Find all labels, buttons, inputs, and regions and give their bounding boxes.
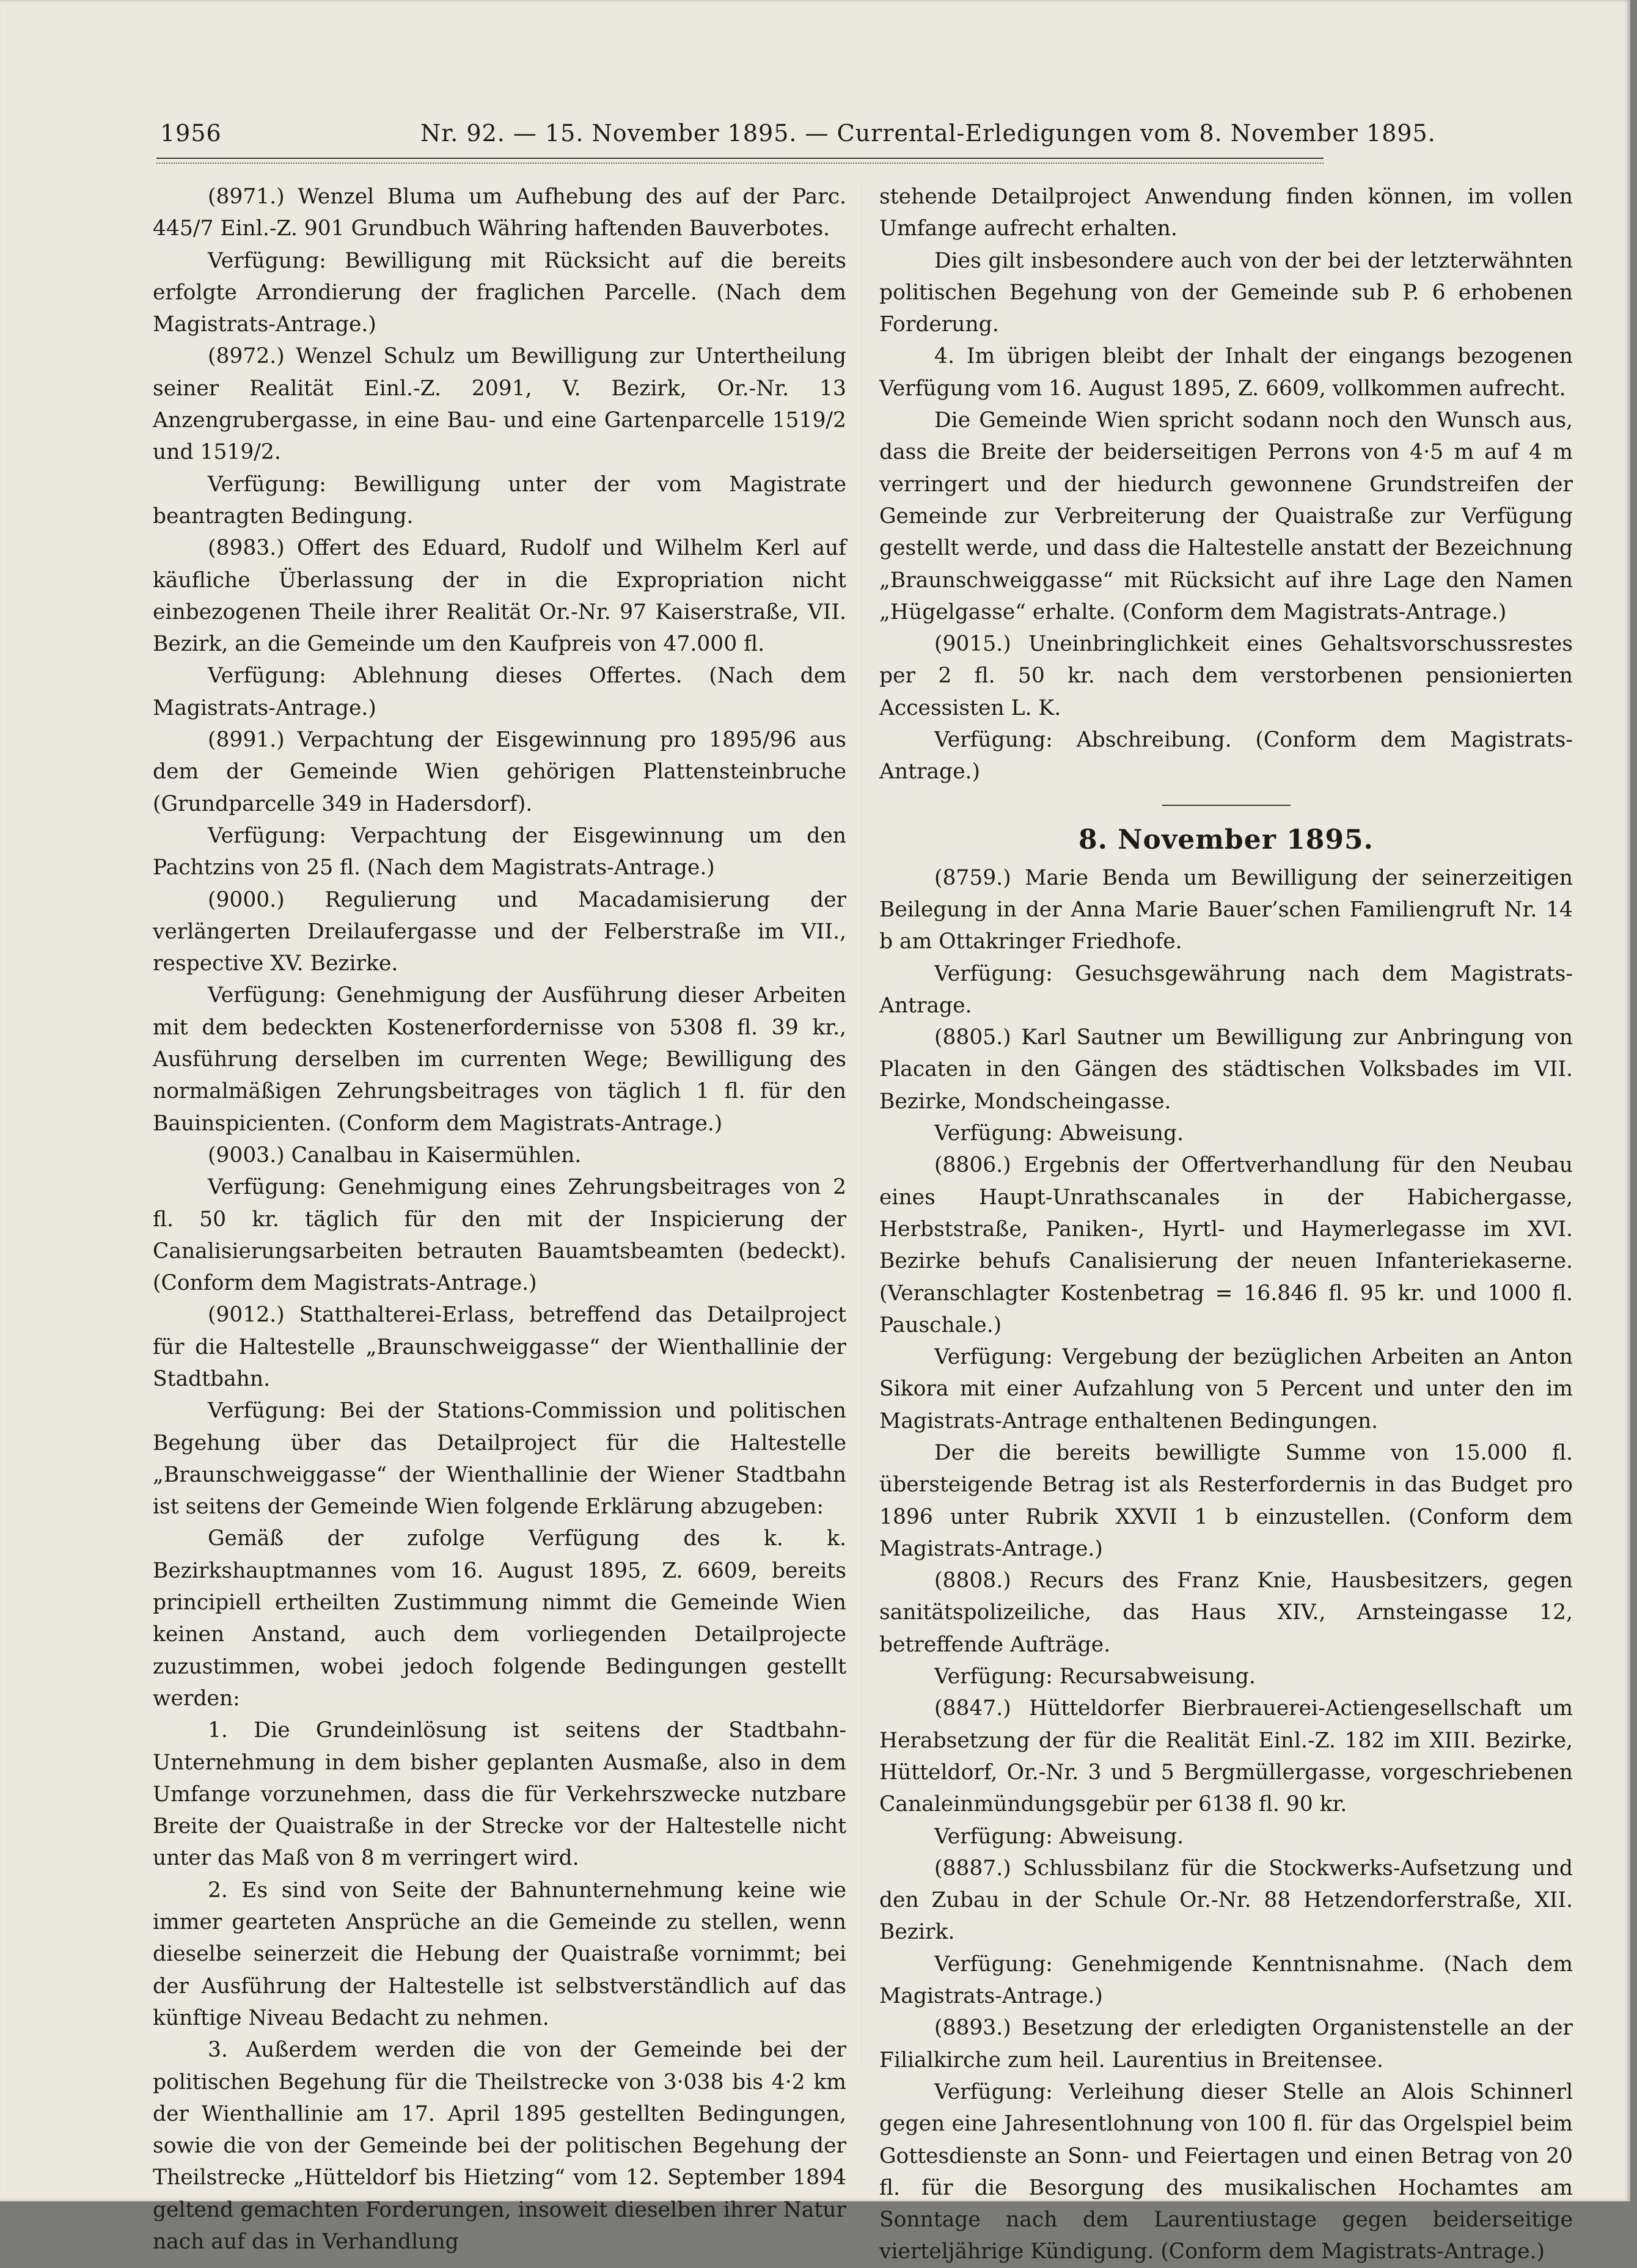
paragraph: 1. Die Grundeinlösung ist seitens der Stadtbahn-Unternehmung in dem bisher geplanten Ausmaße, also in dem Umfange vorzunehmen, dass die für Verkehrszwecke nutzbare Breite der Quaistraße in der Strecke vor der Haltestelle nicht unter das Maß von 8 m verringert wird. — [153, 1718, 846, 1871]
paragraph: Verfügung: Recursabweisung. — [934, 1664, 1256, 1689]
paragraph: Verfügung: Bewilligung unter der vom Magistrate beantragten Bedingung. — [153, 472, 846, 529]
paragraph: Verfügung: Bei der Stations-Commission und politischen Begehung über das Detailproject für die Haltestelle „Braunschweiggasse“ der Wienthallinie der Wiener Stadtbahn ist seitens der Gemeinde Wien folgende Erklärung abzugeben: — [153, 1399, 846, 1520]
section-divider — [1162, 805, 1291, 806]
paragraph: Verfügung: Ablehnung dieses Offertes. (Nach dem Magistrats-Antrage.) — [153, 664, 846, 720]
paragraph: (9003.) Canalbau in Kaisermühlen. — [208, 1143, 582, 1168]
paragraph: Verfügung: Abschreibung. (Conform dem Magistrats-Antrage.) — [879, 728, 1573, 785]
running-title: Nr. 92. — 15. November 1895. — Currental-Erledigungen vom 8. November 1895. — [420, 120, 1436, 147]
paragraph: Verfügung: Vergebung der bezüglichen Arbeiten an Anton Sikora mit einer Aufzahlung von 5 Percent und unter den im Magistrats-Antrage enthaltenen Bedingungen. — [879, 1345, 1573, 1433]
paragraph: (9015.) Uneinbringlichkeit eines Gehaltsvorschussrestes per 2 fl. 50 kr. nach dem verstorbenen pensionierten Accessisten L. K. — [879, 632, 1573, 720]
paragraph: (8887.) Schlussbilanz für die Stockwerks-Aufsetzung und den Zubau in der Schule Or.-Nr. 88 Hetzendorferstraße, XII. Bezirk. — [879, 1856, 1573, 1945]
paragraph: (8983.) Offert des Eduard, Rudolf und Wilhelm Kerl auf käufliche Überlassung der in die Expropriation nicht einbezogenen Theile ihrer Realität Or.-Nr. 97 Kaiserstraße, VII. Bezirk, an die Gemeinde um den Kaufpreis von 47.000 fl. — [153, 536, 846, 657]
paragraph: 4. Im übrigen bleibt der Inhalt der eingangs bezogenen Verfügung vom 16. August 1895, Z. 6609, vollkommen aufrecht. — [879, 344, 1573, 401]
right-column — [879, 181, 1573, 2268]
paragraph: Verfügung: Abweisung. — [934, 1824, 1184, 1849]
header-rule — [156, 158, 1324, 164]
paragraph: Verfügung: Genehmigende Kenntnisnahme. (Nach dem Magistrats-Antrage.) — [879, 1952, 1573, 2009]
date-heading: 8. November 1895. — [1079, 824, 1374, 855]
right-column-bottom — [879, 862, 1573, 2268]
paragraph: Dies gilt insbesondere auch von der bei der letzterwähnten politischen Begehung von der Gemeinde sub P. 6 erhobenen Forderung. — [879, 248, 1573, 337]
paragraph: 3. Außerdem werden die von der Gemeinde bei der politischen Begehung für die Theilstrecke von 3·038 bis 4·2 km der Wienthallinie am 17. April 1895 gestellten Bedingungen, sowie die von der Gemeinde bei der politischen Begehung der Theilstrecke „Hütteldorf bis Hietzing“ vom 12. September 1894 geltend gemachten Forderungen, insoweit dieselben ihrer Natur nach auf das in Verhandlung — [153, 2038, 846, 2254]
paragraph: (8971.) Wenzel Bluma um Aufhebung des auf der Parc. 445/7 Einl.-Z. 901 Grundbuch Währing haftenden Bauverbotes. — [153, 185, 846, 241]
paragraph: Die Gemeinde Wien spricht sodann noch den Wunsch aus, dass die Breite der beiderseitigen Perrons von 4·5 m auf 4 m verringert und der hiedurch gewonnene Grundstreifen der Gemeinde zur Verbreiterung der Quaistraße zur Verfügung gestellt werde, und dass die Haltestelle anstatt der Bezeichnung „Braunschweiggasse“ mit Rücksicht auf ihre Lage den Namen „Hügelgasse“ erhalte. (Conform dem Magistrats-Antrage.) — [879, 408, 1573, 624]
paragraph: (8893.) Besetzung der erledigten Organistenstelle an der Filialkirche zum heil. Laurentius in Breitensee. — [879, 2016, 1573, 2072]
paragraph: (8991.) Verpachtung der Eisgewinnung pro 1895/96 aus dem der Gemeinde Wien gehörigen Plattensteinbruche (Grundparcelle 349 in Hadersdorf). — [153, 728, 846, 816]
right-column-top — [879, 181, 1573, 788]
paragraph: 2. Es sind von Seite der Bahnunternehmung keine wie immer gearteten Ansprüche an die Gemeinde zu stellen, wenn dieselbe seinerzeit die Hebung der Quaistraße vornimmt; bei der Ausführung der Haltestelle ist selbstverständlich auf das künftige Niveau Bedacht zu nehmen. — [153, 1878, 846, 2030]
paragraph: Verfügung: Gesuchsgewährung nach dem Magistrats-Antrage. — [879, 961, 1573, 1018]
paragraph: (8805.) Karl Sautner um Bewilligung zur Anbringung von Placaten in den Gängen des städtischen Volksbades im VII. Bezirke, Mondscheingasse. — [879, 1025, 1573, 1114]
left-column — [153, 181, 846, 2258]
paragraph: (8759.) Marie Benda um Bewilligung der seinerzeitigen Beilegung in der Anna Marie Bauer’schen Familiengruft Nr. 14 b am Ottakringer Friedhofe. — [879, 865, 1573, 954]
page-header — [152, 115, 1436, 152]
paragraph: (8808.) Recurs des Franz Knie, Hausbesitzers, gegen sanitätspolizeiliche, das Haus XIV., Arnsteingasse 12, betreffende Aufträge. — [879, 1568, 1573, 1657]
paragraph: (9000.) Regulierung und Macadamisierung der verlängerten Dreilaufergasse und der Felberstraße im VII., respective XV. Bezirke. — [153, 887, 846, 976]
paragraph: Verfügung: Abweisung. — [934, 1121, 1184, 1146]
paragraph: Verfügung: Verleihung dieser Stelle an Alois Schinnerl gegen eine Jahresentlohnung von 100 fl. für das Orgelspiel beim Gottesdienste an Sonn- und Feiertagen und einen Betrag von 20 fl. für die Besorgung des musikalischen Hochamtes am Sonntage nach dem Laurentiustage gegen beiderseitige vierteljährige Kündigung. (Conform dem Magistrats-Antrage.) — [879, 2079, 1573, 2264]
paragraph: Verfügung: Genehmigung eines Zehrungsbeitrages von 2 fl. 50 kr. täglich für den mit der Inspicierung der Canalisierungsarbeiten betrauten Bauamtsbeamten (bedeckt). (Conform dem Magistrats-Antrage.) — [153, 1175, 846, 1296]
page-number: 1956 — [160, 120, 222, 147]
paragraph: Verfügung: Genehmigung der Ausführung dieser Arbeiten mit dem bedeckten Kostenerfordernisse von 5308 fl. 39 kr., Ausführung derselben im currenten Wege; Bewilligung des normalmäßigen Zehrungsbeitrages von täglich 1 fl. für den Bauinspicienten. (Conform dem Magistrats-Antrage.) — [153, 983, 846, 1136]
paragraph: (9012.) Statthalterei-Erlass, betreffend das Detailproject für die Haltestelle „Braunschweiggasse“ der Wienthallinie der Stadtbahn. — [153, 1303, 846, 1391]
paragraph: stehende Detailproject Anwendung finden können, im vollen Umfange aufrecht erhalten. — [879, 185, 1573, 241]
paragraph: (8806.) Ergebnis der Offertverhandlung für den Neubau eines Haupt-Unrathscanales in der Habichergasse, Herbststraße, Paniken-, Hyrtl- und Haymerlegasse im XVI. Bezirke behufs Canalisierung der neuen Infanteriekaserne. (Veranschlagter Kostenbetrag = 16.846 fl. 95 kr. und 1000 fl. Pauschale.) — [879, 1153, 1573, 1337]
paragraph: (8972.) Wenzel Schulz um Bewilligung zur Untertheilung seiner Realität Einl.-Z. 2091, V. Bezirk, Or.-Nr. 13 Anzengrubergasse, in eine Bau- und eine Gartenparcelle 1519/2 und 1519/2. — [153, 344, 846, 465]
paragraph: Verfügung: Bewilligung mit Rücksicht auf die bereits erfolgte Arrondierung der fraglichen Parcelle. (Nach dem Magistrats-Antrage.) — [153, 248, 846, 337]
paragraph: Gemäß der zufolge Verfügung des k. k. Bezirkshauptmannes vom 16. August 1895, Z. 6609, bereits principiell ertheilten Zustimmung nimmt die Gemeinde Wien keinen Anstand, auch dem vorliegenden Detailprojecte zuzustimmen, wobei jedoch folgende Bedingungen gestellt werden: — [153, 1526, 846, 1711]
paragraph: (8847.) Hütteldorfer Bierbrauerei-Actiengesellschaft um Herabsetzung der für die Realität Einl.-Z. 182 im XIII. Bezirke, Hütteldorf, Or.-Nr. 3 und 5 Bergmüllergasse, vorgeschriebenen Canaleinmündungsgebür per 6138 fl. 90 kr. — [879, 1696, 1573, 1817]
paragraph: Der die bereits bewilligte Summe von 15.000 fl. übersteigende Betrag ist als Resterfordernis in das Budget pro 1896 unter Rubrik XXVII 1 b einzustellen. (Conform dem Magistrats-Antrage.) — [879, 1440, 1573, 1561]
paragraph: Verfügung: Verpachtung der Eisgewinnung um den Pachtzins von 25 fl. (Nach dem Magistrats-Antrage.) — [153, 823, 846, 880]
